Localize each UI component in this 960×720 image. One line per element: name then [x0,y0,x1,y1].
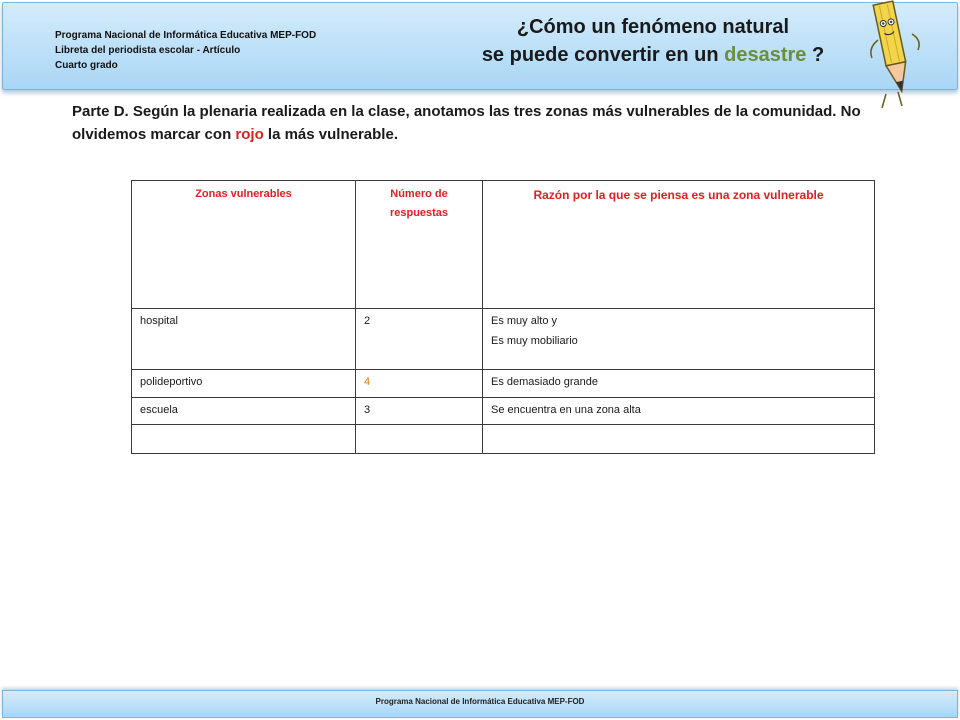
instructions-paragraph [72,100,932,146]
header-razon: Razón por la que se piensa es una zona vulnerable [483,181,875,309]
cell-numero[interactable] [356,425,483,454]
page-title [433,13,873,69]
footer-banner [2,690,958,718]
grade-name: Cuarto grado [55,60,118,71]
header-program-info [55,28,316,73]
title-line-2-prefix: se puede convertir en un [481,44,725,66]
razon-line: Es muy alto y [491,315,558,327]
table-header-row [132,181,875,309]
cell-numero[interactable]: 3 [356,398,483,425]
cell-zona[interactable]: escuela [132,398,356,425]
instructions-text-2: la más vulnerable. [263,126,398,143]
instructions-text-1: Parte D. Según la plenaria realizada en la clase, anotamos las tres zonas más vulnerables de la comunidad. No olvidemos marcar con [72,103,861,143]
cell-numero[interactable]: 2 [356,309,483,370]
cell-razon[interactable] [483,425,875,454]
title-accent-word: desastre [724,44,807,66]
notebook-name: Libreta del periodista escolar - Artículo [55,45,241,56]
cell-zona[interactable]: polideportivo [132,370,356,398]
razon-line: Es demasiado grande [491,376,599,388]
header-zonas: Zonas vulnerables [132,181,356,309]
title-line-2-suffix: ? [806,44,825,66]
program-name: Programa Nacional de Informática Educativa MEP-FOD [55,30,317,41]
header-banner [2,2,958,90]
cell-razon[interactable] [483,398,875,425]
table-row [132,370,875,398]
vulnerable-zones-table [131,180,875,454]
cell-zona[interactable] [132,425,356,454]
razon-line: Es muy mobiliario [491,335,578,347]
table-row [132,309,875,370]
highlighted-count: 4 [364,376,371,388]
cell-numero[interactable] [356,370,483,398]
cell-razon[interactable] [483,309,875,370]
razon-line: Se encuentra en una zona alta [491,404,641,416]
cell-razon[interactable] [483,370,875,398]
title-line-1: ¿Cómo un fenómeno natural [516,16,790,38]
instructions-red-word: rojo [235,126,264,143]
table-row [132,425,875,454]
footer-text: Programa Nacional de Informática Educativa MEP-FOD [375,697,585,706]
table-row [132,398,875,425]
cell-zona[interactable]: hospital [132,309,356,370]
header-numero: Número de respuestas [356,181,483,309]
title-line-2 [433,41,873,69]
pencil-mascot-icon [864,0,924,110]
